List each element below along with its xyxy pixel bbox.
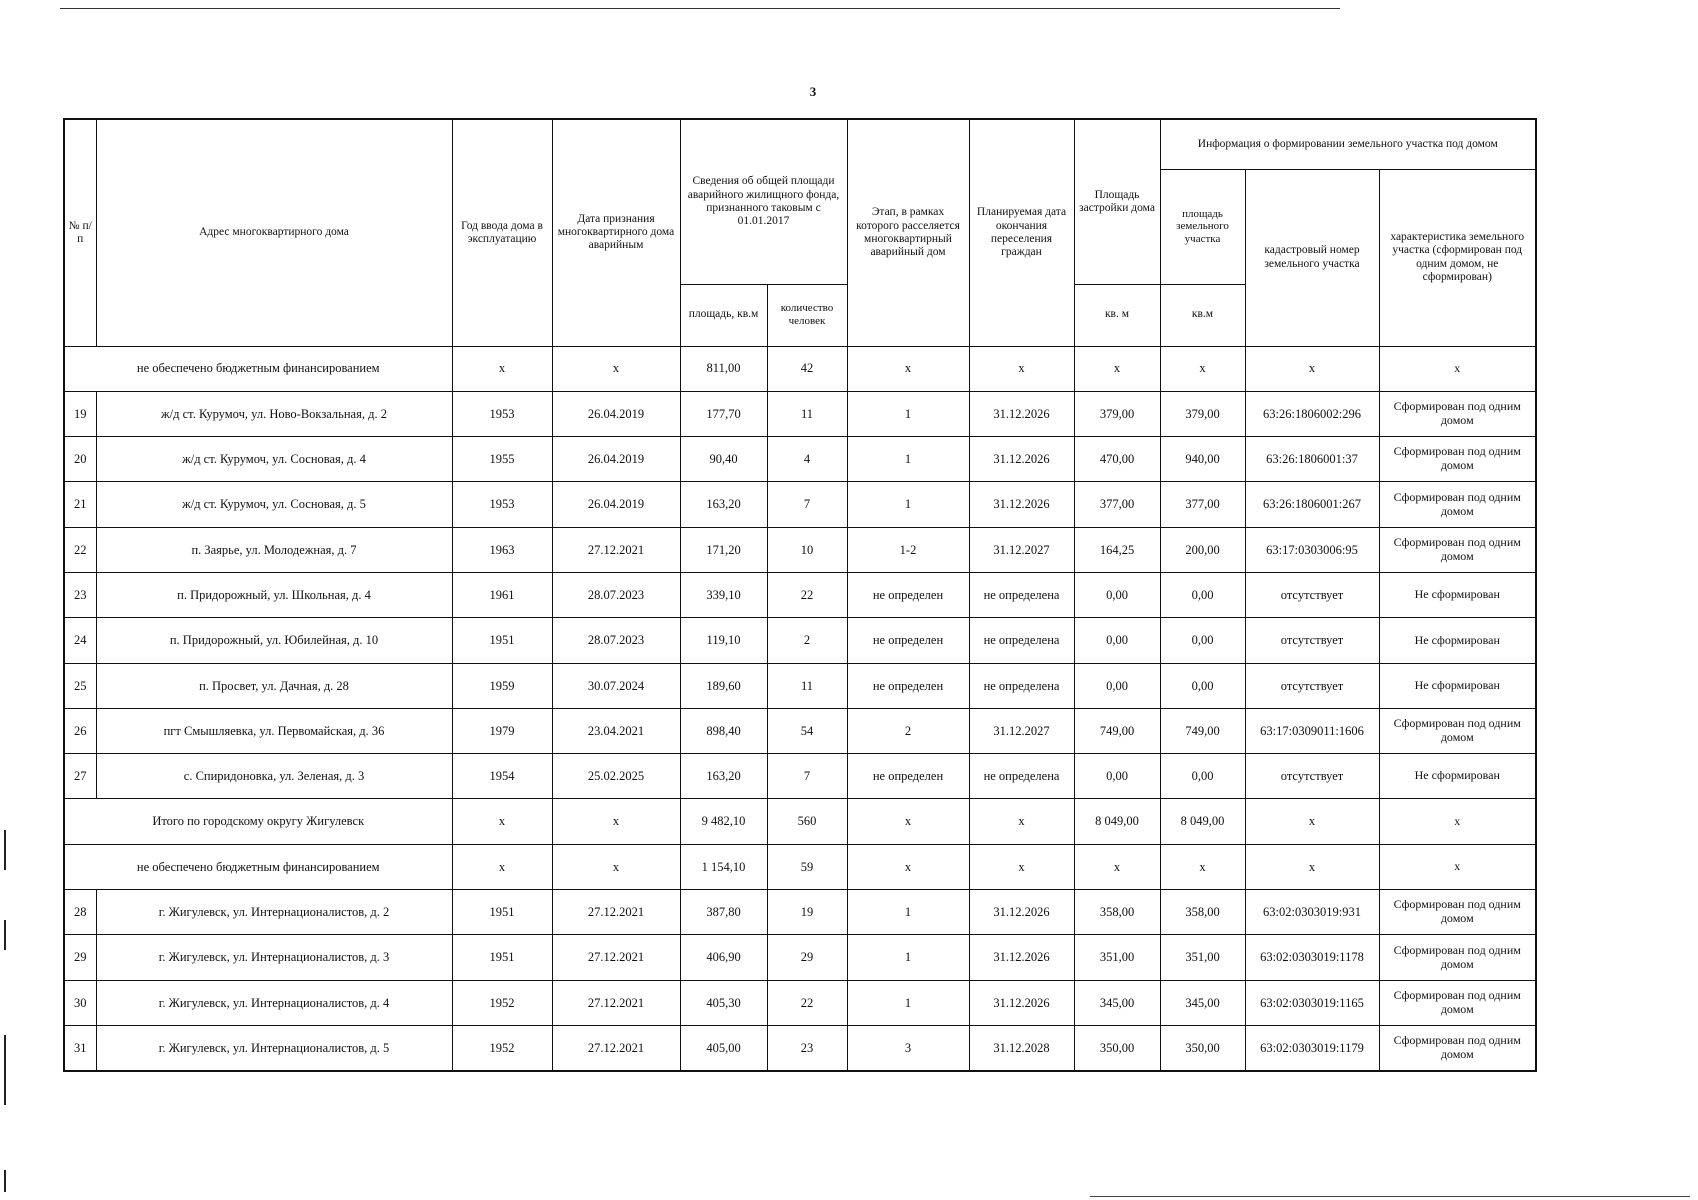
build-area-cell: 379,00: [1074, 391, 1160, 436]
date-cell: 27.12.2021: [552, 980, 680, 1025]
row-number-cell: 31: [64, 1025, 96, 1070]
header-year: Год ввода дома в эксплуатацию: [452, 119, 552, 346]
row-number-cell: 30: [64, 980, 96, 1025]
date-cell: 26.04.2019: [552, 437, 680, 482]
stage-cell: не определен: [847, 754, 969, 799]
build-area-cell: 0,00: [1074, 754, 1160, 799]
area-cell: 405,00: [680, 1025, 767, 1070]
table-row: [64, 391, 1536, 436]
characteristic-cell: Сформирован под одним домом: [1379, 708, 1536, 753]
summary-label-cell: не обеспечено бюджетным финансированием: [64, 844, 452, 889]
header-address: Адрес многоквартирного дома: [96, 119, 452, 346]
people-cell: 29: [767, 935, 847, 980]
build-area-cell: 377,00: [1074, 482, 1160, 527]
build-area-cell: 749,00: [1074, 708, 1160, 753]
stage-cell: х: [847, 844, 969, 889]
header-area: площадь, кв.м: [680, 284, 767, 346]
stage-cell: х: [847, 799, 969, 844]
people-cell: 54: [767, 708, 847, 753]
stage-cell: 1: [847, 391, 969, 436]
planned-cell: 31.12.2026: [969, 935, 1074, 980]
date-cell: 23.04.2021: [552, 708, 680, 753]
area-cell: 90,40: [680, 437, 767, 482]
land-area-cell: 8 049,00: [1160, 799, 1245, 844]
planned-cell: х: [969, 346, 1074, 391]
area-cell: 405,30: [680, 980, 767, 1025]
people-cell: 11: [767, 391, 847, 436]
header-num: № п/п: [64, 119, 96, 346]
year-cell: 1951: [452, 618, 552, 663]
land-area-cell: 940,00: [1160, 437, 1245, 482]
row-number-cell: 29: [64, 935, 96, 980]
summary-label-cell: не обеспечено бюджетным финансированием: [64, 346, 452, 391]
land-area-cell: х: [1160, 844, 1245, 889]
planned-cell: 31.12.2028: [969, 1025, 1074, 1070]
area-cell: 387,80: [680, 890, 767, 935]
summary-row: [64, 799, 1536, 844]
year-cell: 1955: [452, 437, 552, 482]
planned-cell: х: [969, 844, 1074, 889]
header-building-area: Площадь застройки дома: [1074, 119, 1160, 284]
date-cell: 26.04.2019: [552, 482, 680, 527]
header-date-recognized: Дата признания многоквартирного дома аварийным: [552, 119, 680, 346]
stage-cell: 1: [847, 482, 969, 527]
characteristic-cell: Не сформирован: [1379, 572, 1536, 617]
planned-cell: 31.12.2026: [969, 980, 1074, 1025]
people-cell: 23: [767, 1025, 847, 1070]
characteristic-cell: Сформирован под одним домом: [1379, 391, 1536, 436]
planned-cell: не определена: [969, 663, 1074, 708]
table-row: [64, 572, 1536, 617]
build-area-cell: х: [1074, 346, 1160, 391]
build-area-cell: х: [1074, 844, 1160, 889]
row-number-cell: 22: [64, 527, 96, 572]
header-stage: Этап, в рамках которого расселяется многоквартирный аварийный дом: [847, 119, 969, 346]
date-cell: х: [552, 799, 680, 844]
characteristic-cell: Сформирован под одним домом: [1379, 527, 1536, 572]
people-cell: 11: [767, 663, 847, 708]
row-number-cell: 25: [64, 663, 96, 708]
table-row: [64, 437, 1536, 482]
year-cell: 1963: [452, 527, 552, 572]
address-cell: с. Спиридоновка, ул. Зеленая, д. 3: [96, 754, 452, 799]
year-cell: 1954: [452, 754, 552, 799]
header-planned-date: Планируемая дата окончания переселения граждан: [969, 119, 1074, 346]
land-area-cell: 0,00: [1160, 663, 1245, 708]
land-area-cell: х: [1160, 346, 1245, 391]
build-area-cell: 470,00: [1074, 437, 1160, 482]
address-cell: ж/д ст. Курумоч, ул. Сосновая, д. 5: [96, 482, 452, 527]
year-cell: х: [452, 799, 552, 844]
cadastral-cell: 63:26:1806002:296: [1245, 391, 1379, 436]
area-cell: 811,00: [680, 346, 767, 391]
scan-edge-top: [60, 8, 1340, 9]
cadastral-cell: х: [1245, 346, 1379, 391]
characteristic-cell: Сформирован под одним домом: [1379, 437, 1536, 482]
address-cell: п. Придорожный, ул. Юбилейная, д. 10: [96, 618, 452, 663]
cadastral-cell: 63:17:0303006:95: [1245, 527, 1379, 572]
header-land-area: площадь земельного участка: [1160, 169, 1245, 284]
build-area-cell: 350,00: [1074, 1025, 1160, 1070]
planned-cell: не определена: [969, 618, 1074, 663]
people-cell: 7: [767, 754, 847, 799]
header-land-info: Информация о формировании земельного участка под домом: [1160, 119, 1536, 169]
date-cell: 27.12.2021: [552, 890, 680, 935]
header-area-info: Сведения об общей площади аварийного жилищного фонда, признанного таковым с 01.01.2017: [680, 119, 847, 284]
stage-cell: 1: [847, 935, 969, 980]
row-number-cell: 21: [64, 482, 96, 527]
row-number-cell: 28: [64, 890, 96, 935]
characteristic-cell: Не сформирован: [1379, 618, 1536, 663]
build-area-cell: 358,00: [1074, 890, 1160, 935]
build-area-cell: 0,00: [1074, 663, 1160, 708]
date-cell: 26.04.2019: [552, 391, 680, 436]
characteristic-cell: х: [1379, 346, 1536, 391]
stage-cell: 1-2: [847, 527, 969, 572]
cadastral-cell: 63:17:0309011:1606: [1245, 708, 1379, 753]
people-cell: 7: [767, 482, 847, 527]
people-cell: 19: [767, 890, 847, 935]
address-cell: пгт Смышляевка, ул. Первомайская, д. 36: [96, 708, 452, 753]
year-cell: 1959: [452, 663, 552, 708]
characteristic-cell: х: [1379, 844, 1536, 889]
header-cadastral: кадастровый номер земельного участка: [1245, 169, 1379, 346]
stage-cell: 3: [847, 1025, 969, 1070]
planned-cell: 31.12.2026: [969, 890, 1074, 935]
header-building-area-unit: кв. м: [1074, 284, 1160, 346]
planned-cell: не определена: [969, 754, 1074, 799]
date-cell: 27.12.2021: [552, 1025, 680, 1070]
date-cell: 28.07.2023: [552, 618, 680, 663]
table-header: [64, 119, 1536, 346]
planned-cell: х: [969, 799, 1074, 844]
people-cell: 10: [767, 527, 847, 572]
year-cell: 1979: [452, 708, 552, 753]
planned-cell: не определена: [969, 572, 1074, 617]
land-area-cell: 350,00: [1160, 1025, 1245, 1070]
area-cell: 177,70: [680, 391, 767, 436]
row-number-cell: 27: [64, 754, 96, 799]
characteristic-cell: Сформирован под одним домом: [1379, 1025, 1536, 1070]
stage-cell: 1: [847, 980, 969, 1025]
year-cell: 1953: [452, 391, 552, 436]
table-row: [64, 890, 1536, 935]
cadastral-cell: отсутствует: [1245, 572, 1379, 617]
summary-row: [64, 844, 1536, 889]
land-area-cell: 351,00: [1160, 935, 1245, 980]
summary-row: [64, 346, 1536, 391]
planned-cell: 31.12.2026: [969, 482, 1074, 527]
stage-cell: х: [847, 346, 969, 391]
page-number: 3: [809, 84, 817, 99]
table-row: [64, 754, 1536, 799]
address-cell: г. Жигулевск, ул. Интернационалистов, д. 4: [96, 980, 452, 1025]
build-area-cell: 164,25: [1074, 527, 1160, 572]
characteristic-cell: Сформирован под одним домом: [1379, 935, 1536, 980]
row-number-cell: 26: [64, 708, 96, 753]
planned-cell: 31.12.2026: [969, 391, 1074, 436]
year-cell: 1951: [452, 935, 552, 980]
address-cell: ж/д ст. Курумоч, ул. Ново-Вокзальная, д. 2: [96, 391, 452, 436]
people-cell: 4: [767, 437, 847, 482]
area-cell: 163,20: [680, 754, 767, 799]
date-cell: 28.07.2023: [552, 572, 680, 617]
land-area-cell: 358,00: [1160, 890, 1245, 935]
row-number-cell: 20: [64, 437, 96, 482]
year-cell: 1961: [452, 572, 552, 617]
table-row: [64, 935, 1536, 980]
date-cell: 25.02.2025: [552, 754, 680, 799]
summary-label-cell: Итого по городскому округу Жигулевск: [64, 799, 452, 844]
table-row: [64, 527, 1536, 572]
cadastral-cell: 63:02:0303019:1178: [1245, 935, 1379, 980]
date-cell: 30.07.2024: [552, 663, 680, 708]
people-cell: 2: [767, 618, 847, 663]
header-people: количество человек: [767, 284, 847, 346]
date-cell: х: [552, 346, 680, 391]
scan-mark-left: [4, 1170, 6, 1192]
planned-cell: 31.12.2027: [969, 527, 1074, 572]
table-row: [64, 1025, 1536, 1070]
area-cell: 119,10: [680, 618, 767, 663]
people-cell: 42: [767, 346, 847, 391]
table-row: [64, 618, 1536, 663]
area-cell: 189,60: [680, 663, 767, 708]
build-area-cell: 8 049,00: [1074, 799, 1160, 844]
people-cell: 560: [767, 799, 847, 844]
build-area-cell: 0,00: [1074, 572, 1160, 617]
area-cell: 163,20: [680, 482, 767, 527]
table-row: [64, 980, 1536, 1025]
people-cell: 22: [767, 572, 847, 617]
stage-cell: не определен: [847, 663, 969, 708]
row-number-cell: 23: [64, 572, 96, 617]
address-cell: п. Заярье, ул. Молодежная, д. 7: [96, 527, 452, 572]
address-cell: г. Жигулевск, ул. Интернационалистов, д. 2: [96, 890, 452, 935]
scan-mark-left: [4, 1035, 6, 1105]
cadastral-cell: 63:02:0303019:1179: [1245, 1025, 1379, 1070]
stage-cell: 2: [847, 708, 969, 753]
table-row: [64, 482, 1536, 527]
emergency-housing-table: [63, 118, 1537, 1072]
cadastral-cell: 63:26:1806001:37: [1245, 437, 1379, 482]
planned-cell: 31.12.2027: [969, 708, 1074, 753]
area-cell: 339,10: [680, 572, 767, 617]
land-area-cell: 345,00: [1160, 980, 1245, 1025]
cadastral-cell: х: [1245, 799, 1379, 844]
build-area-cell: 345,00: [1074, 980, 1160, 1025]
land-area-cell: 379,00: [1160, 391, 1245, 436]
people-cell: 59: [767, 844, 847, 889]
land-area-cell: 377,00: [1160, 482, 1245, 527]
year-cell: х: [452, 346, 552, 391]
characteristic-cell: Сформирован под одним домом: [1379, 890, 1536, 935]
build-area-cell: 351,00: [1074, 935, 1160, 980]
address-cell: г. Жигулевск, ул. Интернационалистов, д. 3: [96, 935, 452, 980]
area-cell: 1 154,10: [680, 844, 767, 889]
land-area-cell: 749,00: [1160, 708, 1245, 753]
cadastral-cell: х: [1245, 844, 1379, 889]
table-body: [64, 346, 1536, 1071]
date-cell: 27.12.2021: [552, 527, 680, 572]
cadastral-cell: 63:02:0303019:1165: [1245, 980, 1379, 1025]
cadastral-cell: 63:26:1806001:267: [1245, 482, 1379, 527]
year-cell: 1953: [452, 482, 552, 527]
date-cell: 27.12.2021: [552, 935, 680, 980]
area-cell: 406,90: [680, 935, 767, 980]
land-area-cell: 0,00: [1160, 572, 1245, 617]
characteristic-cell: Сформирован под одним домом: [1379, 980, 1536, 1025]
year-cell: 1952: [452, 1025, 552, 1070]
address-cell: п. Просвет, ул. Дачная, д. 28: [96, 663, 452, 708]
scan-mark-left: [4, 920, 6, 950]
stage-cell: не определен: [847, 572, 969, 617]
land-area-cell: 0,00: [1160, 618, 1245, 663]
table-row: [64, 708, 1536, 753]
stage-cell: 1: [847, 890, 969, 935]
header-land-area-unit: кв.м: [1160, 284, 1245, 346]
year-cell: х: [452, 844, 552, 889]
area-cell: 898,40: [680, 708, 767, 753]
planned-cell: 31.12.2026: [969, 437, 1074, 482]
cadastral-cell: 63:02:0303019:931: [1245, 890, 1379, 935]
address-cell: ж/д ст. Курумоч, ул. Сосновая, д. 4: [96, 437, 452, 482]
characteristic-cell: х: [1379, 799, 1536, 844]
land-area-cell: 0,00: [1160, 754, 1245, 799]
area-cell: 171,20: [680, 527, 767, 572]
characteristic-cell: Не сформирован: [1379, 663, 1536, 708]
land-area-cell: 200,00: [1160, 527, 1245, 572]
address-cell: г. Жигулевск, ул. Интернационалистов, д. 5: [96, 1025, 452, 1070]
row-number-cell: 24: [64, 618, 96, 663]
characteristic-cell: Сформирован под одним домом: [1379, 482, 1536, 527]
build-area-cell: 0,00: [1074, 618, 1160, 663]
row-number-cell: 19: [64, 391, 96, 436]
stage-cell: не определен: [847, 618, 969, 663]
table-row: [64, 663, 1536, 708]
cadastral-cell: отсутствует: [1245, 754, 1379, 799]
header-characteristic: характеристика земельного участка (сформирован под одним домом, не сформирован): [1379, 169, 1536, 346]
characteristic-cell: Не сформирован: [1379, 754, 1536, 799]
cadastral-cell: отсутствует: [1245, 663, 1379, 708]
area-cell: 9 482,10: [680, 799, 767, 844]
scan-edge-bottom: [1090, 1196, 1690, 1197]
people-cell: 22: [767, 980, 847, 1025]
date-cell: х: [552, 844, 680, 889]
stage-cell: 1: [847, 437, 969, 482]
year-cell: 1951: [452, 890, 552, 935]
address-cell: п. Придорожный, ул. Школьная, д. 4: [96, 572, 452, 617]
scan-mark-left: [4, 830, 6, 870]
year-cell: 1952: [452, 980, 552, 1025]
cadastral-cell: отсутствует: [1245, 618, 1379, 663]
